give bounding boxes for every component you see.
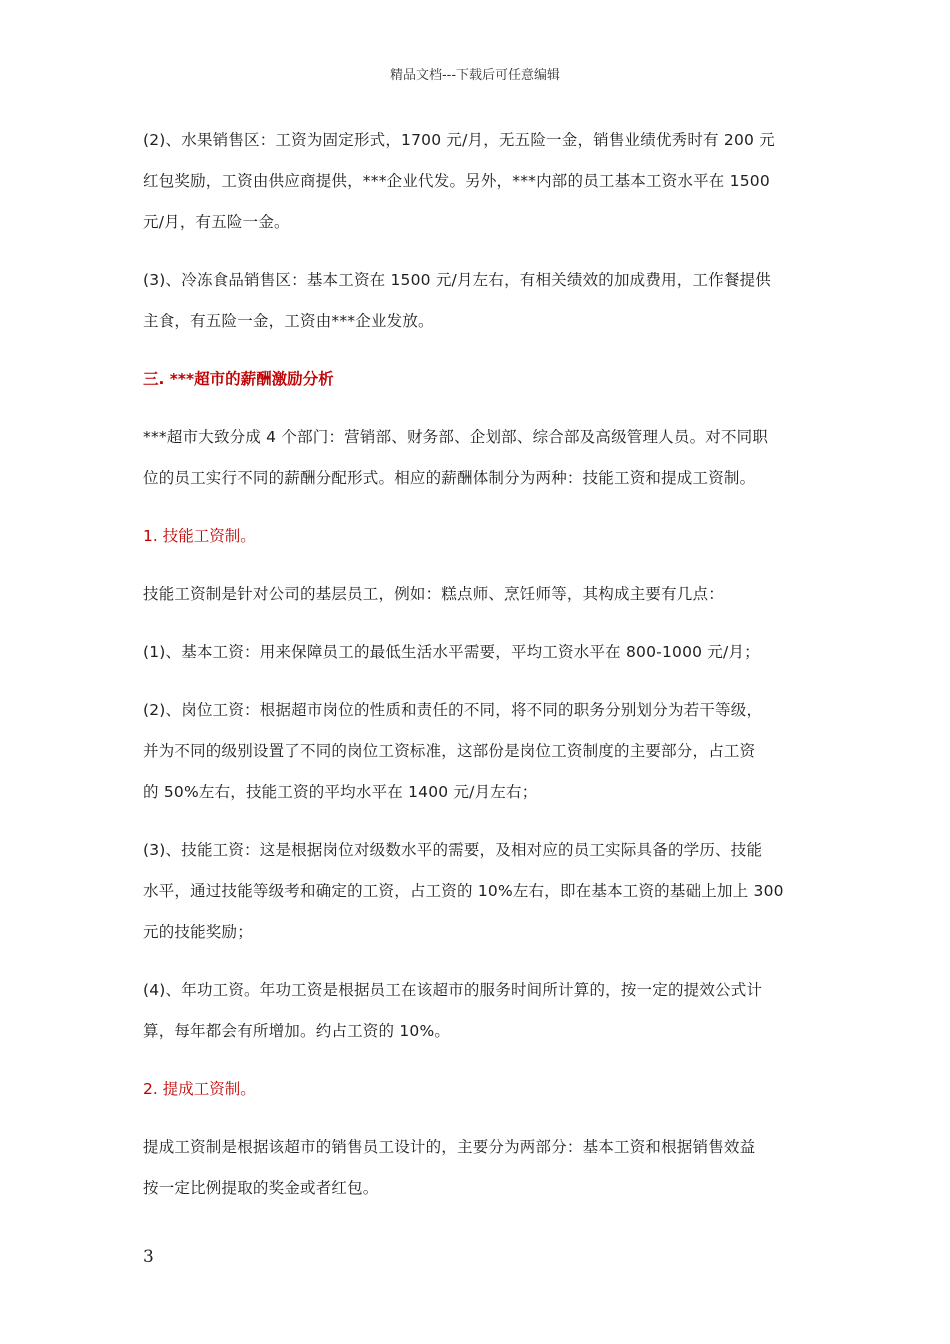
- text-line: 位的员工实行不同的薪酬分配形式。相应的薪酬体制分为两种：技能工资和提成工资制。: [143, 469, 756, 487]
- paragraph: [143, 260, 809, 342]
- text-line: (2)、水果销售区：工资为固定形式，1700 元/月，无五险一金，销售业绩优秀时有 200 元: [143, 131, 775, 149]
- paragraph: [143, 120, 809, 243]
- paragraph: [143, 574, 809, 615]
- paragraph: [143, 417, 809, 499]
- text-line: 提成工资制是根据该超市的销售员工设计的，主要分为两部分：基本工资和根据销售效益: [143, 1138, 756, 1156]
- paragraph-gap: [143, 1052, 809, 1069]
- paragraph-gap: [143, 953, 809, 970]
- paragraph-gap: [143, 342, 809, 359]
- text-line: 三. ***超市的薪酬激励分析: [143, 370, 334, 388]
- page-header: 精品文档---下载后可任意编辑: [389, 68, 561, 83]
- paragraph-gap: [143, 1110, 809, 1127]
- text-line: (3)、冷冻食品销售区：基本工资在 1500 元/月左右，有相关绩效的加成费用，工作餐提供: [143, 271, 771, 289]
- text-line: 1. 技能工资制。: [143, 527, 256, 545]
- text-line: (1)、基本工资：用来保障员工的最低生活水平需要，平均工资水平在 800-1000 元/月；: [143, 643, 760, 661]
- paragraph-gap: [143, 557, 809, 574]
- text-line: 并为不同的级别设置了不同的岗位工资标准，这部份是岗位工资制度的主要部分，占工资: [143, 742, 756, 760]
- paragraph: [143, 1127, 809, 1209]
- text-line: 主食，有五险一金，工资由***企业发放。: [143, 312, 434, 330]
- paragraph: [143, 690, 809, 813]
- text-line: 元的技能奖励；: [143, 923, 253, 941]
- text-line: 技能工资制是针对公司的基层员工，例如：糕点师、烹饪师等，其构成主要有几点：: [143, 585, 724, 603]
- section-heading: [143, 516, 809, 557]
- page-number: 3: [143, 1247, 154, 1267]
- text-line: ***超市大致分成 4 个部门：营销部、财务部、企划部、综合部及高级管理人员。对不同职: [143, 428, 769, 446]
- paragraph-gap: [143, 813, 809, 830]
- text-line: (2)、岗位工资：根据超市岗位的性质和责任的不同，将不同的职务分别划分为若干等级，: [143, 701, 763, 719]
- text-line: 元/月，有五险一金。: [143, 213, 290, 231]
- paragraph-gap: [143, 673, 809, 690]
- section-heading: [143, 1069, 809, 1110]
- paragraph-gap: [143, 615, 809, 632]
- paragraph: [143, 830, 809, 953]
- text-line: 的 50%左右，技能工资的平均水平在 1400 元/月左右；: [143, 783, 538, 801]
- text-line: 算，每年都会有所增加。约占工资的 10%。: [143, 1022, 451, 1040]
- paragraph: [143, 970, 809, 1052]
- text-line: 按一定比例提取的奖金或者红包。: [143, 1179, 379, 1197]
- paragraph-gap: [143, 243, 809, 260]
- section-heading: [143, 359, 809, 400]
- text-line: 水平，通过技能等级考和确定的工资，占工资的 10%左右，即在基本工资的基础上加上 300: [143, 882, 784, 900]
- text-line: 2. 提成工资制。: [143, 1080, 256, 1098]
- paragraph: [143, 632, 809, 673]
- paragraph-gap: [143, 499, 809, 516]
- text-line: 红包奖励，工资由供应商提供，***企业代发。另外，***内部的员工基本工资水平在 1500: [143, 172, 770, 190]
- text-line: (4)、年功工资。年功工资是根据员工在该超市的服务时间所计算的，按一定的提效公式计: [143, 981, 763, 999]
- paragraph-gap: [143, 400, 809, 417]
- document-body: [143, 120, 809, 1209]
- text-line: (3)、技能工资：这是根据岗位对级数水平的需要，及相对应的员工实际具备的学历、技能: [143, 841, 763, 859]
